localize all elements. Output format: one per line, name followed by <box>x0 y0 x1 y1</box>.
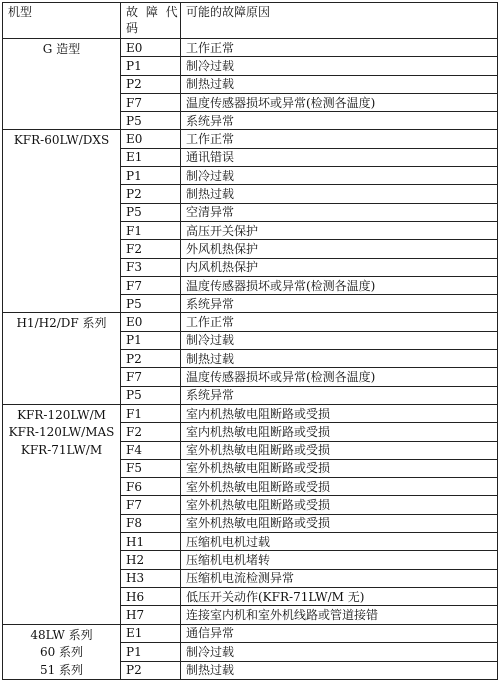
fault-reason-cell: 制冷过载 <box>181 57 498 75</box>
header-model: 机型 <box>3 3 121 39</box>
fault-reason-cell: 系统异常 <box>181 295 498 313</box>
model-cell <box>3 624 121 680</box>
fault-reason-cell: 温度传感器损坏或异常(检测各温度) <box>181 368 498 386</box>
fault-code-table <box>2 2 498 680</box>
fault-code-cell: P1 <box>121 167 181 185</box>
header-row <box>3 3 498 39</box>
fault-reason-cell: 室外机热敏电阻断路或受损 <box>181 496 498 514</box>
fault-reason-cell: 制冷过载 <box>181 331 498 349</box>
fault-code-cell: P5 <box>121 295 181 313</box>
fault-code-cell: P5 <box>121 203 181 221</box>
fault-code-cell: F1 <box>121 404 181 422</box>
fault-code-cell: P2 <box>121 350 181 368</box>
fault-reason-cell: 制热过载 <box>181 185 498 203</box>
fault-reason-cell: 室外机热敏电阻断路或受损 <box>181 514 498 532</box>
fault-code-cell: E1 <box>121 148 181 166</box>
fault-code-cell: E1 <box>121 624 181 643</box>
model-name: 51 系列 <box>39 662 84 677</box>
fault-code-cell: P2 <box>121 661 181 680</box>
fault-code-cell: F6 <box>121 478 181 496</box>
table-row <box>3 624 498 643</box>
fault-code-cell: E0 <box>121 39 181 57</box>
fault-code-cell: P2 <box>121 75 181 93</box>
fault-reason-cell: 工作正常 <box>181 130 498 148</box>
fault-code-cell: F8 <box>121 514 181 532</box>
fault-code-cell: F7 <box>121 496 181 514</box>
fault-code-cell: F5 <box>121 459 181 477</box>
model-name: 60 系列 <box>39 645 84 659</box>
fault-code-cell: F3 <box>121 258 181 276</box>
fault-reason-cell: 高压开关保护 <box>181 221 498 239</box>
fault-code-cell: H2 <box>121 551 181 569</box>
fault-code-cell: H3 <box>121 569 181 587</box>
fault-code-cell: F4 <box>121 441 181 459</box>
fault-reason-cell: 室外机热敏电阻断路或受损 <box>181 459 498 477</box>
model-name: KFR-71LW/M <box>20 442 103 457</box>
fault-code-cell: F7 <box>121 276 181 294</box>
model-name: KFR-60LW/DXS <box>13 133 110 148</box>
table-row <box>3 39 498 57</box>
fault-code-cell: F7 <box>121 368 181 386</box>
fault-reason-cell: 室内机热敏电阻断路或受损 <box>181 423 498 441</box>
fault-reason-cell: 压缩机电流检测异常 <box>181 569 498 587</box>
fault-reason-cell: 内风机热保护 <box>181 258 498 276</box>
fault-code-cell: P5 <box>121 386 181 404</box>
fault-reason-cell: 工作正常 <box>181 313 498 331</box>
model-name: 48LW 系列 <box>30 627 93 642</box>
fault-code-cell: H7 <box>121 606 181 624</box>
fault-reason-cell: 制热过载 <box>181 661 498 680</box>
fault-reason-cell: 工作正常 <box>181 39 498 57</box>
fault-reason-cell: 室内机热敏电阻断路或受损 <box>181 404 498 422</box>
fault-reason-cell: 系统异常 <box>181 386 498 404</box>
fault-code-cell: P1 <box>121 643 181 662</box>
fault-reason-cell: 低压开关动作(KFR-71LW/M 无) <box>181 587 498 605</box>
header-code-line1: 故 障 代 <box>126 5 180 19</box>
fault-reason-cell: 压缩机电机堵转 <box>181 551 498 569</box>
fault-reason-cell: 压缩机电机过载 <box>181 533 498 551</box>
model-name: H1/H2/DF 系列 <box>16 316 107 331</box>
fault-reason-cell: 制热过载 <box>181 350 498 368</box>
fault-reason-cell: 通信异常 <box>181 624 498 643</box>
fault-reason-cell: 通讯错误 <box>181 148 498 166</box>
fault-reason-cell: 空清异常 <box>181 203 498 221</box>
model-name: G 造型 <box>42 42 81 56</box>
fault-code-cell: F2 <box>121 240 181 258</box>
table-row <box>3 313 498 331</box>
fault-reason-cell: 连接室内机和室外机线路或管道接错 <box>181 606 498 624</box>
fault-reason-cell: 室外机热敏电阻断路或受损 <box>181 478 498 496</box>
model-cell <box>3 313 121 404</box>
model-cell <box>3 404 121 624</box>
fault-code-cell: F2 <box>121 423 181 441</box>
fault-reason-cell: 温度传感器损坏或异常(检测各温度) <box>181 276 498 294</box>
model-name: KFR-120LW/MAS <box>8 425 115 440</box>
table-body <box>3 39 498 680</box>
fault-code-cell: H1 <box>121 533 181 551</box>
fault-code-cell: F7 <box>121 93 181 111</box>
fault-code-cell: E0 <box>121 130 181 148</box>
model-cell <box>3 130 121 313</box>
table-row <box>3 404 498 422</box>
fault-reason-cell: 制冷过载 <box>181 167 498 185</box>
fault-code-cell: P1 <box>121 331 181 349</box>
model-cell <box>3 39 121 130</box>
fault-reason-cell: 制热过载 <box>181 75 498 93</box>
fault-reason-cell: 系统异常 <box>181 112 498 130</box>
header-code-line2: 码 <box>126 21 141 35</box>
fault-code-cell: P5 <box>121 112 181 130</box>
table-row <box>3 130 498 148</box>
fault-code-cell: P2 <box>121 185 181 203</box>
fault-reason-cell: 室外机热敏电阻断路或受损 <box>181 441 498 459</box>
fault-reason-cell: 外风机热保护 <box>181 240 498 258</box>
fault-code-cell: F1 <box>121 221 181 239</box>
fault-reason-cell: 温度传感器损坏或异常(检测各温度) <box>181 93 498 111</box>
model-name: KFR-120LW/M <box>17 407 106 422</box>
fault-code-cell: P1 <box>121 57 181 75</box>
fault-reason-cell: 制冷过载 <box>181 643 498 662</box>
header-code <box>121 3 181 39</box>
header-reason: 可能的故障原因 <box>181 3 498 39</box>
fault-code-cell: H6 <box>121 587 181 605</box>
fault-code-cell: E0 <box>121 313 181 331</box>
